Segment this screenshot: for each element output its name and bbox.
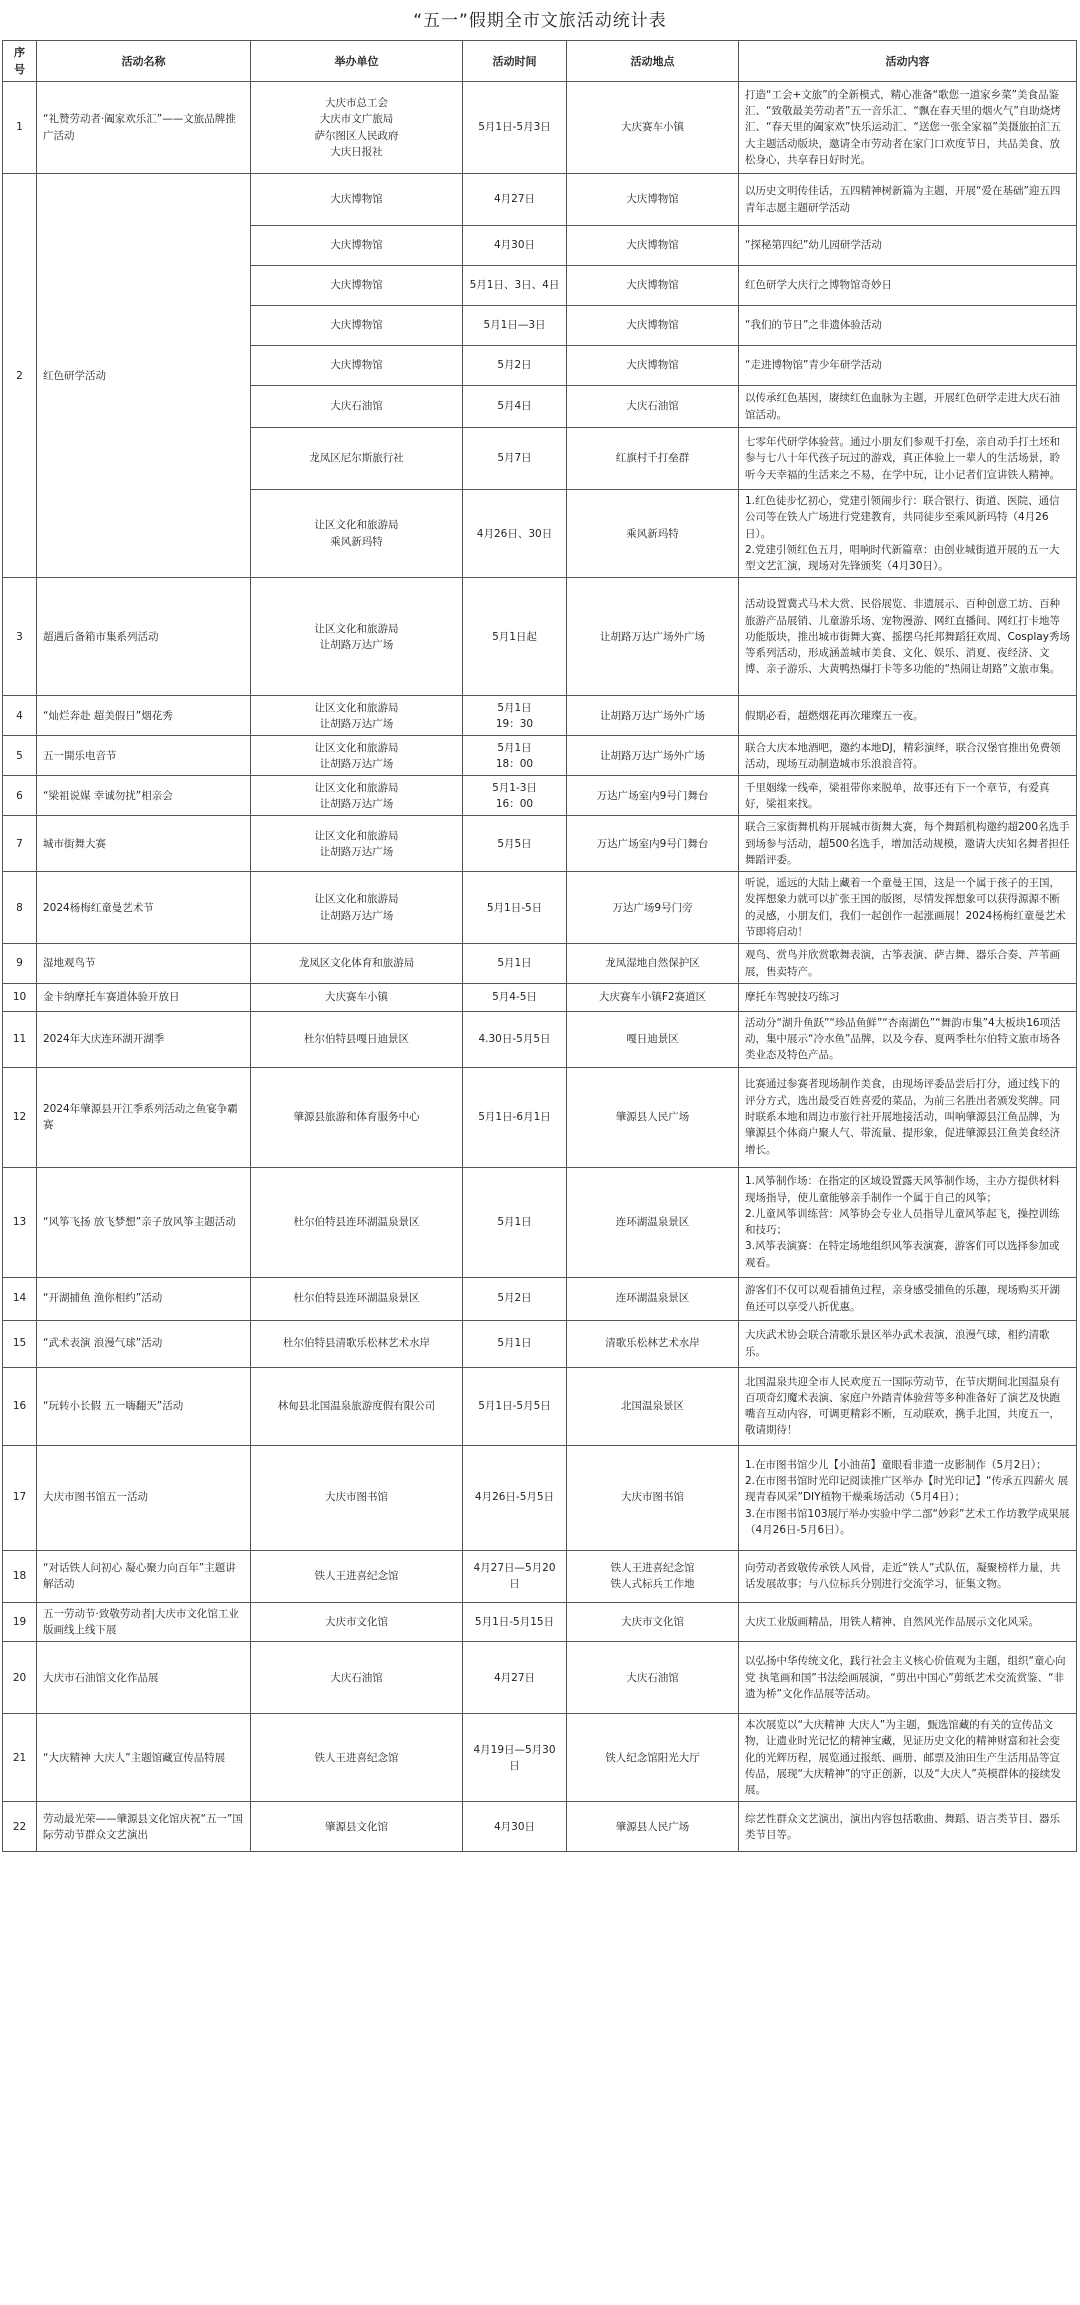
cell-place: 肇源县人民广场 — [567, 1067, 739, 1167]
cell-activity-name: 2024年大庆连环湖开湖季 — [37, 1011, 251, 1067]
cell-organizer: 龙凤区尼尔斯旅行社 — [251, 428, 463, 490]
cell-place: 铁人纪念馆阳光大厅 — [567, 1714, 739, 1802]
cell-no: 6 — [3, 776, 37, 816]
cell-content: 以传承红色基因，赓续红色血脉为主题，开展红色研学走进大庆石油馆活动。 — [739, 386, 1077, 428]
cell-activity-name: 红色研学活动 — [37, 174, 251, 578]
cell-no: 1 — [3, 82, 37, 174]
header-no: 序号 — [3, 41, 37, 82]
cell-time: 4月19日—5月30日 — [463, 1714, 567, 1802]
cell-time: 5月1日起 — [463, 578, 567, 696]
cell-organizer: 林甸县北国温泉旅游度假有限公司 — [251, 1367, 463, 1445]
cell-organizer: 大庆赛车小镇 — [251, 983, 463, 1011]
cell-content: 红色研学大庆行之博物馆奇妙日 — [739, 266, 1077, 306]
cell-place: 让胡路万达广场外广场 — [567, 578, 739, 696]
table-row — [3, 1320, 1077, 1367]
table-row — [3, 983, 1077, 1011]
cell-content: 七零年代研学体验营。通过小朋友们参观千打垒，亲自动手打土坯和参与七八十年代孩子玩过的游戏，真正体验上一辈人的生活场景，聆听今天幸福的生活来之不易，在学中玩，让小记者们宣讲铁人精神。 — [739, 428, 1077, 490]
cell-no: 20 — [3, 1642, 37, 1714]
cell-content: 联合大庆本地酒吧，邀约本地DJ，精彩演绎，联合汉堡官推出免费领活动，现场互动制造城市乐浪浪音符。 — [739, 736, 1077, 776]
cell-organizer: 肇源县旅游和体育服务中心 — [251, 1067, 463, 1167]
cell-place: 万达广场室内9号门舞台 — [567, 816, 739, 872]
cell-time: 5月1日 18：00 — [463, 736, 567, 776]
cell-place: 连环湖温泉景区 — [567, 1167, 739, 1277]
table-row — [3, 1714, 1077, 1802]
cell-no: 13 — [3, 1167, 37, 1277]
table-row — [3, 1802, 1077, 1852]
cell-content: “走进博物馆”青少年研学活动 — [739, 346, 1077, 386]
cell-content: 大庆工业版画精品，用铁人精神、自然风光作品展示文化风采。 — [739, 1602, 1077, 1642]
cell-content: 听说，遥远的大陆上藏着一个童曼王国，这是一个属于孩子的王国，发挥想象力就可以扩张王国的版图，尽情发挥想象可以获得源源不断的灵感，小朋友们，我们一起创作一起涨画展！2024杨梅红童曼艺术节即将启动！ — [739, 872, 1077, 944]
cell-content: “探秘第四纪”幼儿园研学活动 — [739, 226, 1077, 266]
cell-activity-name: 2024年肇源县开江季系列活动之鱼宴争霸赛 — [37, 1067, 251, 1167]
cell-activity-name: “玩转小长假 五一嗨翻天”活动 — [37, 1367, 251, 1445]
cell-no: 8 — [3, 872, 37, 944]
cell-content: 摩托车驾驶技巧练习 — [739, 983, 1077, 1011]
cell-no: 5 — [3, 736, 37, 776]
cell-content: 大庆武术协会联合清歌乐景区举办武术表演，浪漫气球，相约清歌乐。 — [739, 1320, 1077, 1367]
cell-place: 连环湖温泉景区 — [567, 1277, 739, 1320]
cell-place: 北国温泉景区 — [567, 1367, 739, 1445]
cell-time: 5月1日 — [463, 1167, 567, 1277]
cell-time: 4.30日-5月5日 — [463, 1011, 567, 1067]
cell-organizer: 大庆博物馆 — [251, 266, 463, 306]
table-row — [3, 1550, 1077, 1602]
cell-activity-name: “开湖捕鱼 渔你相约”活动 — [37, 1277, 251, 1320]
cell-place: 铁人王进喜纪念馆 铁人式标兵工作地 — [567, 1550, 739, 1602]
cell-no: 21 — [3, 1714, 37, 1802]
table-row — [3, 696, 1077, 736]
cell-content: 假期必看，超燃烟花再次璀璨五一夜。 — [739, 696, 1077, 736]
cell-time: 5月1日 — [463, 944, 567, 984]
table-row — [3, 82, 1077, 174]
cell-place: 大庆博物馆 — [567, 306, 739, 346]
cell-time: 5月4日 — [463, 386, 567, 428]
activity-table — [2, 40, 1077, 1852]
cell-time: 5月1-3日 16：00 — [463, 776, 567, 816]
cell-time: 4月27日—5月20日 — [463, 1550, 567, 1602]
header-time: 活动时间 — [463, 41, 567, 82]
cell-content: 比赛通过参赛者现场制作美食，由现场评委品尝后打分，通过线下的评分方式，选出最受百姓喜爱的菜品，为前三名胜出者颁发奖牌。同时联系本地和周边市旅行社开展地接活动，叫响肇源县江鱼品牌，为肇源县个体商户聚人气、带流量、提形象，促进肇源县江鱼美食经济增长。 — [739, 1067, 1077, 1167]
cell-place: 大庆石油馆 — [567, 386, 739, 428]
table-row — [3, 816, 1077, 872]
cell-place: 让胡路万达广场外广场 — [567, 736, 739, 776]
cell-activity-name: 金卡纳摩托车赛道体验开放日 — [37, 983, 251, 1011]
cell-content: 活动设置冀式马术大赏、民俗展览、非遗展示、百种创意工坊、百种旅游产品展销、儿童游乐场、宠物漫游、网红直播间、网红打卡地等功能版块，推出城市街舞大赛、摇摆乌托邦舞蹈狂欢周、Cosplay秀场等系列活动，形成涵盖城市美食、文化、娱乐、消夏、夜经济、文博、亲子游乐、大黄鸭热爆打卡等多功能的“热闹让胡路”文旅市集。 — [739, 578, 1077, 696]
table-row — [3, 944, 1077, 984]
cell-no: 15 — [3, 1320, 37, 1367]
header-org: 举办单位 — [251, 41, 463, 82]
header-name: 活动名称 — [37, 41, 251, 82]
cell-place: 乘风新玛特 — [567, 490, 739, 578]
cell-content: 1.红色徒步忆初心，党建引领闹步行：联合银行、街道、医院、通信公司等在铁人广场进行党建教育，共同徒步至乘风新玛特（4月26日）。 2.党建引领红色五月，唱响时代新篇章：由创业城街道开展的五一大型文艺汇演，现场对先锋颁奖（4月30日）。 — [739, 490, 1077, 578]
cell-organizer: 让区文化和旅游局 让胡路万达广场 — [251, 736, 463, 776]
cell-time: 5月2日 — [463, 1277, 567, 1320]
cell-organizer: 大庆市总工会 大庆市文广旅局 萨尔图区人民政府 大庆日报社 — [251, 82, 463, 174]
cell-activity-name: “大庆精神 大庆人”主题馆藏宣传品特展 — [37, 1714, 251, 1802]
cell-no: 14 — [3, 1277, 37, 1320]
cell-activity-name: 五一劳动节·致敬劳动者|大庆市文化馆工业版画线上线下展 — [37, 1602, 251, 1642]
cell-activity-name: “梁祖说媒 幸诚勿扰”相亲会 — [37, 776, 251, 816]
table-row — [3, 872, 1077, 944]
cell-time: 5月1日、3日、4日 — [463, 266, 567, 306]
cell-organizer: 大庆石油馆 — [251, 1642, 463, 1714]
cell-place: 大庆博物馆 — [567, 346, 739, 386]
cell-organizer: 杜尔伯特县连环湖温泉景区 — [251, 1167, 463, 1277]
cell-no: 4 — [3, 696, 37, 736]
cell-content: 联合三家街舞机构开展城市街舞大赛，每个舞蹈机构邀约超200名选手到场参与活动，超500名选手，增加活动规模，邀请大庆知名舞者担任舞蹈评委。 — [739, 816, 1077, 872]
cell-time: 5月5日 — [463, 816, 567, 872]
cell-content: 活动分“湖升鱼跃”“珍品鱼鲜”“杏南湖色”“舞韵市集”4大板块16项活动，集中展示“冷水鱼”品牌，以及今春、夏两季杜尔伯特文旅市场各类业态及特色产品。 — [739, 1011, 1077, 1067]
cell-content: 观鸟、赏鸟并欣赏歌舞表演，古筝表演、萨吉舞、器乐合奏、芦苇画展，售卖特产。 — [739, 944, 1077, 984]
cell-organizer: 让区文化和旅游局 让胡路万达广场 — [251, 816, 463, 872]
cell-time: 4月30日 — [463, 1802, 567, 1852]
cell-no: 12 — [3, 1067, 37, 1167]
cell-content: 千里姻缘一线牵，梁祖带你来脱单，故事还有下一个章节，有爱真好，梁祖来找。 — [739, 776, 1077, 816]
cell-time: 5月1日-5月15日 — [463, 1602, 567, 1642]
header-place: 活动地点 — [567, 41, 739, 82]
cell-activity-name: “对话铁人问初心 凝心聚力向百年”主题讲解活动 — [37, 1550, 251, 1602]
cell-organizer: 让区文化和旅游局 让胡路万达广场 — [251, 578, 463, 696]
cell-place: 大庆市文化馆 — [567, 1602, 739, 1642]
cell-time: 5月1日—3日 — [463, 306, 567, 346]
cell-place: 大庆赛车小镇 — [567, 82, 739, 174]
cell-organizer: 大庆博物馆 — [251, 306, 463, 346]
document-title: “五一”假期全市文旅活动统计表 — [413, 11, 667, 31]
cell-place: 大庆博物馆 — [567, 174, 739, 226]
cell-place: 大庆赛车小镇F2赛道区 — [567, 983, 739, 1011]
cell-time: 5月7日 — [463, 428, 567, 490]
cell-activity-name: “灿烂奔赴 超美假日”烟花秀 — [37, 696, 251, 736]
cell-organizer: 让区文化和旅游局 让胡路万达广场 — [251, 696, 463, 736]
cell-activity-name: 2024杨梅红童曼艺术节 — [37, 872, 251, 944]
cell-content: 北国温泉共迎全市人民欢度五一国际劳动节，在节庆期间北国温泉有百项奇幻魔术表演、家庭户外踏青体验营等多种准备好了演艺及快跑嘴音互动内容，可调更精彩不断，互动联欢，携手北国，共度五一，敬请期待！ — [739, 1367, 1077, 1445]
cell-place: 大庆石油馆 — [567, 1642, 739, 1714]
cell-activity-name: 湿地观鸟节 — [37, 944, 251, 984]
cell-no: 19 — [3, 1602, 37, 1642]
header-content: 活动内容 — [739, 41, 1077, 82]
cell-content: 1.风筝制作场：在指定的区域设置露天风筝制作场，主办方提供材料现场指导，使儿童能够亲手制作一个属于自己的风筝； 2.儿童风筝训练营：风筝协会专业人员指导儿童风筝起飞，操控训练和技巧； 3.风筝表演赛：在特定场地组织风筝表演赛，游客们可以选择参加或观看。 — [739, 1167, 1077, 1277]
table-row — [3, 1067, 1077, 1167]
cell-time: 4月27日 — [463, 174, 567, 226]
table-row — [3, 578, 1077, 696]
cell-place: 大庆博物馆 — [567, 266, 739, 306]
table-row — [3, 1367, 1077, 1445]
cell-organizer: 大庆石油馆 — [251, 386, 463, 428]
cell-no: 3 — [3, 578, 37, 696]
cell-activity-name: “礼赞劳动者·阖家欢乐汇”——文旅品牌推广活动 — [37, 82, 251, 174]
cell-organizer: 铁人王进喜纪念馆 — [251, 1550, 463, 1602]
cell-content: 以历史文明传佳话，五四精神树新篇为主题，开展“爱在基础”迎五四青年志愿主题研学活动 — [739, 174, 1077, 226]
cell-place: 大庆博物馆 — [567, 226, 739, 266]
cell-place: 肇源县人民广场 — [567, 1802, 739, 1852]
table-header-row — [3, 41, 1077, 82]
cell-no: 7 — [3, 816, 37, 872]
table-row — [3, 1445, 1077, 1550]
cell-time: 4月26日-5月5日 — [463, 1445, 567, 1550]
cell-content: 以弘扬中华传统文化，践行社会主义核心价值观为主题，组织“童心向党 执笔画和国”书法绘画展演，“剪出中国心”剪纸艺术交流赏鉴、“非遗为桥”文化作品展等活动。 — [739, 1642, 1077, 1714]
cell-organizer: 让区文化和旅游局 乘风新玛特 — [251, 490, 463, 578]
cell-no: 11 — [3, 1011, 37, 1067]
cell-place: 红旗村千打垒群 — [567, 428, 739, 490]
cell-time: 5月1日 — [463, 1320, 567, 1367]
cell-place: 让胡路万达广场外广场 — [567, 696, 739, 736]
cell-no: 17 — [3, 1445, 37, 1550]
cell-organizer: 大庆博物馆 — [251, 346, 463, 386]
cell-place: 万达广场室内9号门舞台 — [567, 776, 739, 816]
cell-activity-name: 劳动最光荣——肇源县文化馆庆祝“五一”国际劳动节群众文艺演出 — [37, 1802, 251, 1852]
table-row — [3, 1602, 1077, 1642]
cell-content: 游客们不仅可以观看捕鱼过程，亲身感受捕鱼的乐趣，现场购买开湖鱼还可以享受八折优惠。 — [739, 1277, 1077, 1320]
cell-activity-name: 五一開乐电音节 — [37, 736, 251, 776]
cell-time: 5月1日-6月1日 — [463, 1067, 567, 1167]
cell-time: 4月26日、30日 — [463, 490, 567, 578]
cell-activity-name: 城市街舞大赛 — [37, 816, 251, 872]
cell-time: 5月1日-5月3日 — [463, 82, 567, 174]
table-row — [3, 1642, 1077, 1714]
cell-organizer: 大庆博物馆 — [251, 174, 463, 226]
cell-organizer: 铁人王进喜纪念馆 — [251, 1714, 463, 1802]
cell-organizer: 大庆博物馆 — [251, 226, 463, 266]
cell-time: 4月30日 — [463, 226, 567, 266]
cell-time: 5月2日 — [463, 346, 567, 386]
table-row — [3, 1167, 1077, 1277]
cell-organizer: 杜尔伯特县嘎日迪景区 — [251, 1011, 463, 1067]
cell-activity-name: “风筝飞扬 放飞梦想”亲子放风筝主题活动 — [37, 1167, 251, 1277]
cell-activity-name: 大庆市石油馆文化作品展 — [37, 1642, 251, 1714]
cell-place: 龙凤湿地自然保护区 — [567, 944, 739, 984]
cell-content: “我们的节日”之非遗体验活动 — [739, 306, 1077, 346]
table-row — [3, 776, 1077, 816]
cell-time: 5月4-5日 — [463, 983, 567, 1011]
cell-no: 18 — [3, 1550, 37, 1602]
table-row — [3, 174, 1077, 226]
cell-organizer: 肇源县文化馆 — [251, 1802, 463, 1852]
cell-organizer: 让区文化和旅游局 让胡路万达广场 — [251, 872, 463, 944]
cell-activity-name: 超遇后备箱市集系列活动 — [37, 578, 251, 696]
cell-place: 万达广场9号门旁 — [567, 872, 739, 944]
cell-activity-name: 大庆市图书馆五一活动 — [37, 1445, 251, 1550]
cell-content: 本次展览以“大庆精神 大庆人”为主题，甄选馆藏的有关的宣传品文物，让遗业时光记忆的精神宝藏，见证历史文化的精神财富和社会变化的光辉历程，展览通过报纸、画册、邮票及油田生产生活用品等宣传品，展现“大庆精神”的守正创新，以及“大庆人”英模群体的接续发展。 — [739, 1714, 1077, 1802]
cell-place: 清歌乐松林艺术水岸 — [567, 1320, 739, 1367]
table-row — [3, 1011, 1077, 1067]
cell-no: 16 — [3, 1367, 37, 1445]
cell-organizer: 杜尔伯特县清歌乐松林艺术水岸 — [251, 1320, 463, 1367]
cell-time: 5月1日 19：30 — [463, 696, 567, 736]
cell-no: 22 — [3, 1802, 37, 1852]
cell-time: 5月1日-5日 — [463, 872, 567, 944]
cell-organizer: 杜尔伯特县连环湖温泉景区 — [251, 1277, 463, 1320]
cell-organizer: 让区文化和旅游局 让胡路万达广场 — [251, 776, 463, 816]
cell-content: 向劳动者致敬传承铁人风骨，走近“铁人”式队伍，凝聚榜样力量，共话发展故事；与八位标兵分别进行交流学习，征集文物。 — [739, 1550, 1077, 1602]
cell-no: 9 — [3, 944, 37, 984]
cell-time: 4月27日 — [463, 1642, 567, 1714]
cell-place: 大庆市图书馆 — [567, 1445, 739, 1550]
cell-place: 嘎日迪景区 — [567, 1011, 739, 1067]
cell-organizer: 大庆市图书馆 — [251, 1445, 463, 1550]
cell-time: 5月1日-5月5日 — [463, 1367, 567, 1445]
table-body — [3, 82, 1077, 1852]
table-row — [3, 1277, 1077, 1320]
cell-no: 2 — [3, 174, 37, 578]
cell-content: 打造“工会+文旅”的全新模式，精心准备“歌您一道家乡菜”美食品鉴汇、“致敬最美劳动者”五一音乐汇、“飘在春天里的烟火气”自助烧烤汇、“春天里的阖家欢”快乐运动汇、“送您一张全家福”美摄旅拍汇五大主题活动版块，邀请全市劳动者在家门口欢度节日，共品美食、放松身心，共享春日好时光。 — [739, 82, 1077, 174]
cell-content: 综艺性群众文艺演出，演出内容包括歌曲、舞蹈、语言类节目、器乐类节目等。 — [739, 1802, 1077, 1852]
cell-content: 1.在市图书馆少儿【小油苗】童眼看非遗一皮影制作（5月2日）； 2.在市图书馆时光印记阅读推广区举办【时光印记】“传承五四薪火 展现青春风采”DIY植物干燥乘场活动（5月4日）； 3.在市图书馆103展厅举办实验中学二部“妙彩”艺术工作坊教学成果展（4月26日-5月6日）。 — [739, 1445, 1077, 1550]
cell-organizer: 龙凤区文化体育和旅游局 — [251, 944, 463, 984]
table-row — [3, 736, 1077, 776]
cell-organizer: 大庆市文化馆 — [251, 1602, 463, 1642]
cell-activity-name: “武术表演 浪漫气球”活动 — [37, 1320, 251, 1367]
cell-no: 10 — [3, 983, 37, 1011]
